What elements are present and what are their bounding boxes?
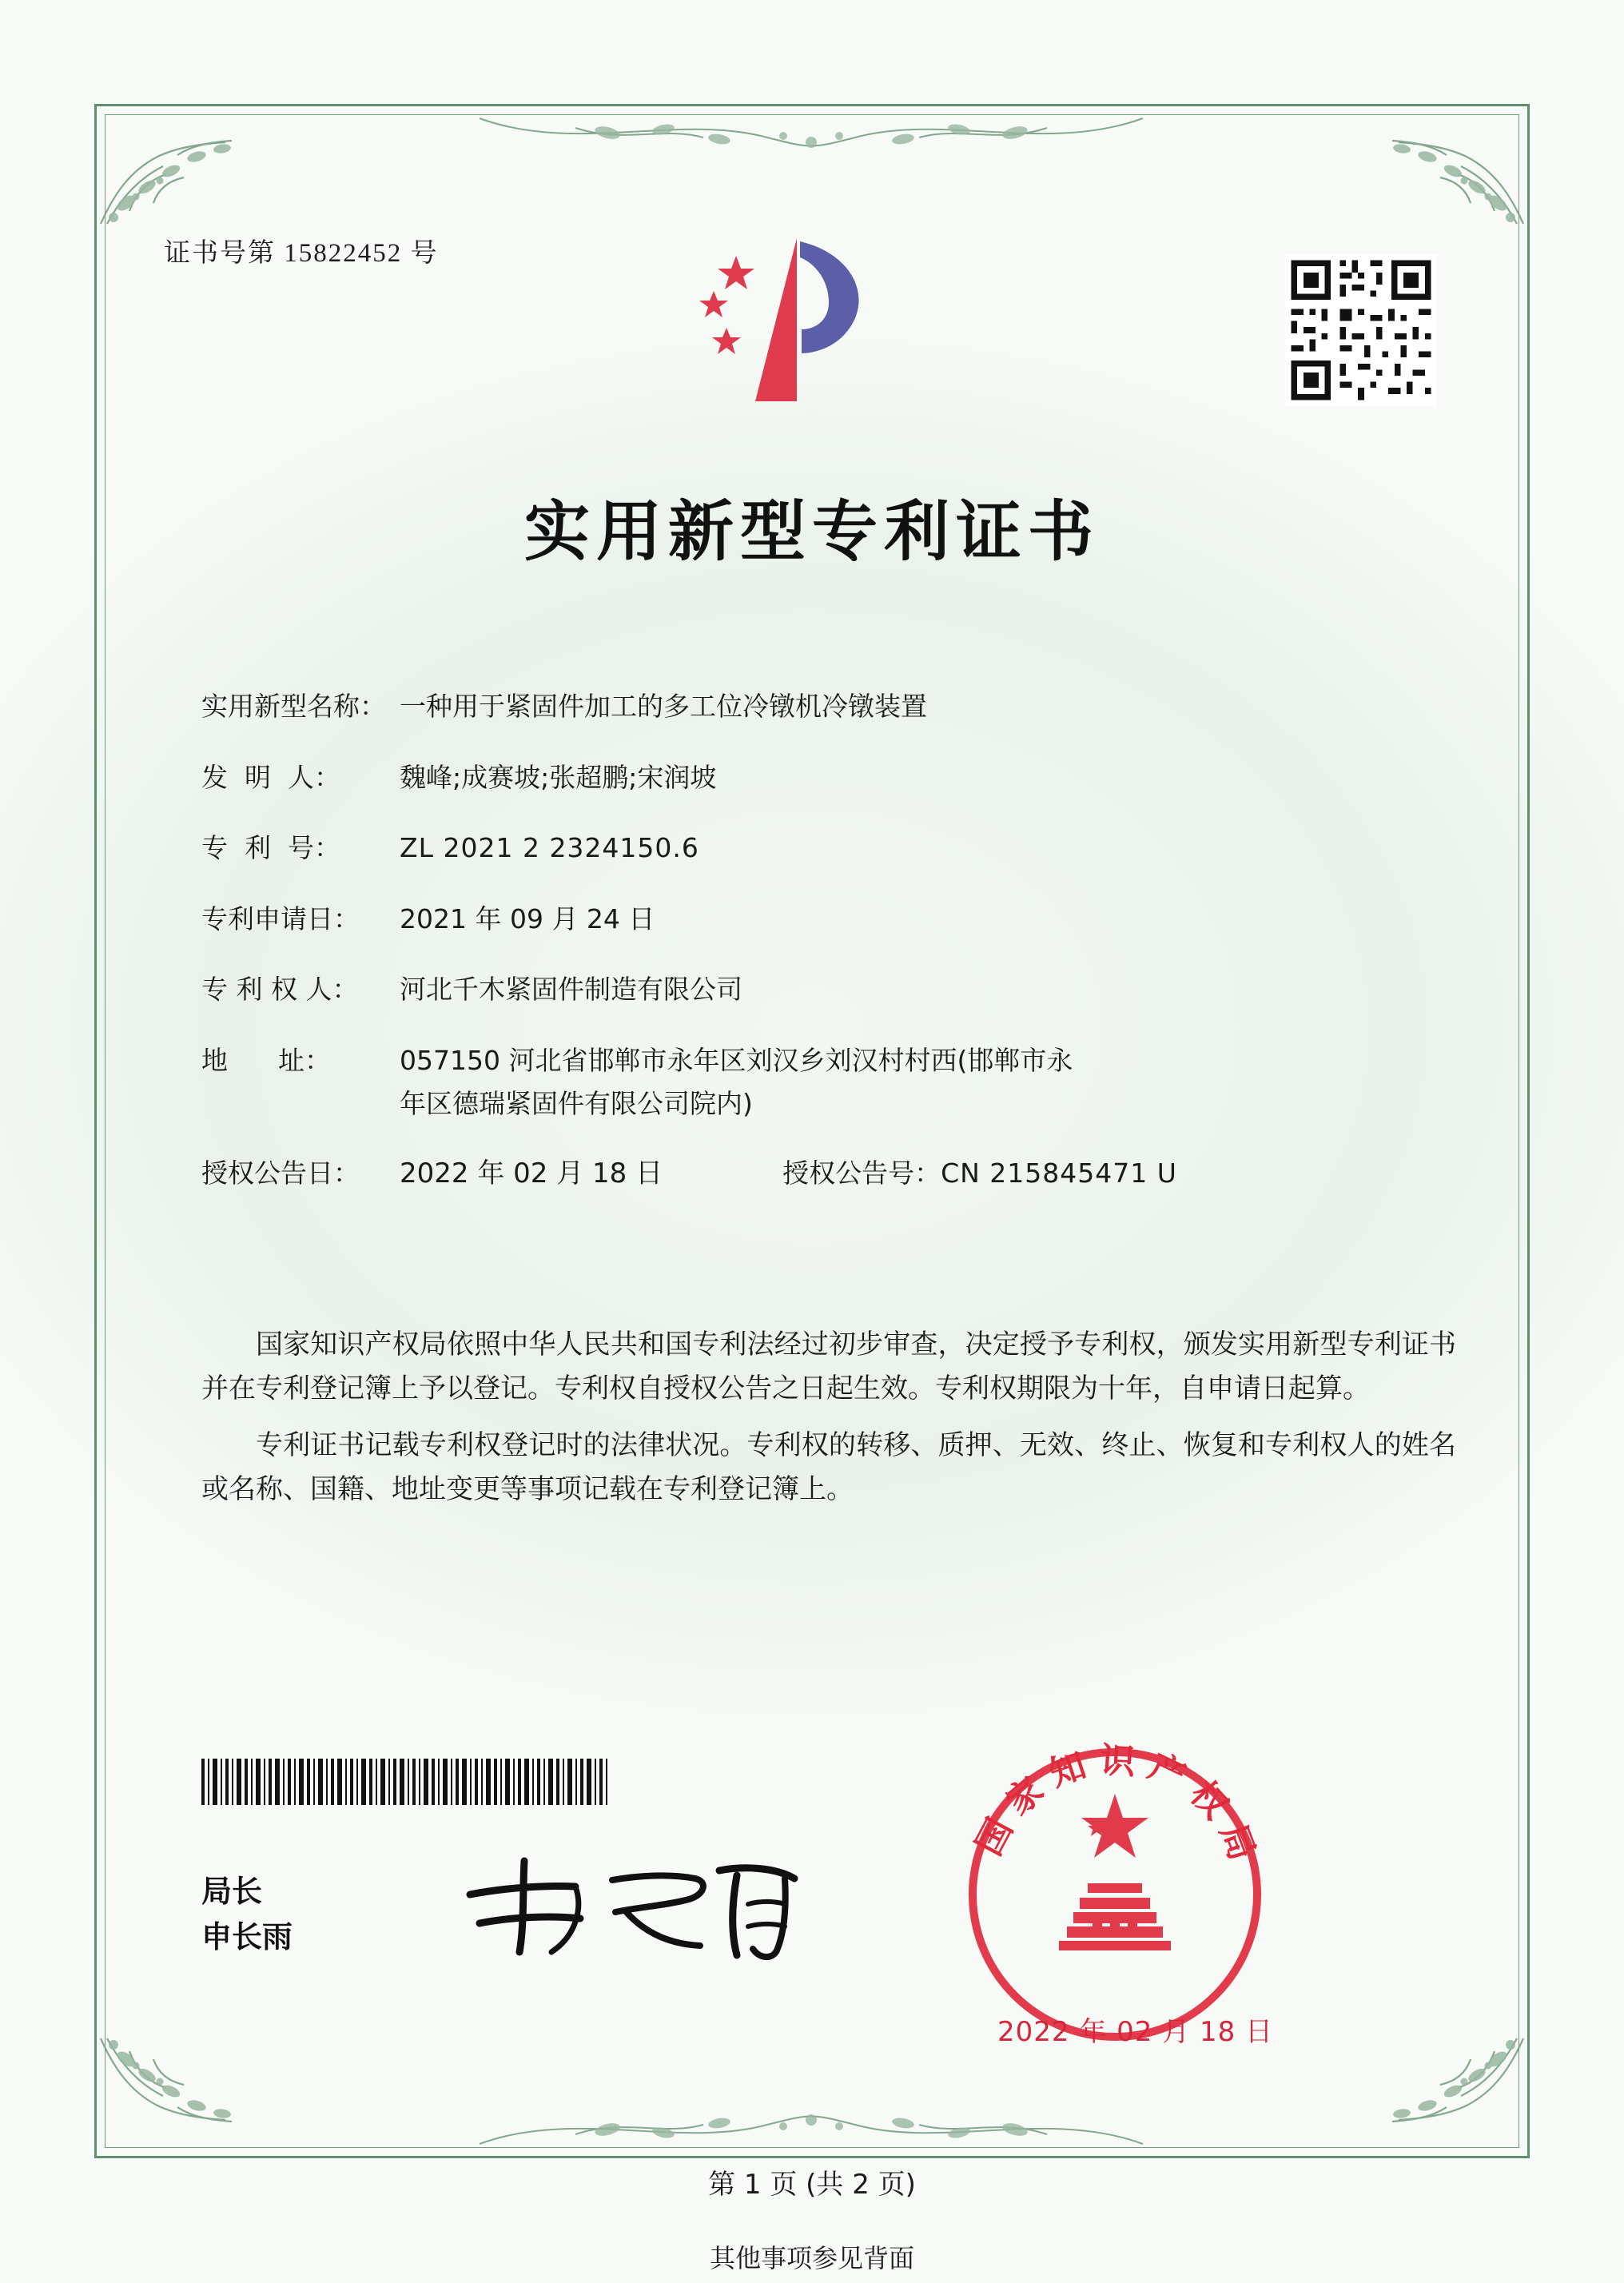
field-row-address — [201, 1043, 1448, 1079]
certificate-number: 证书号第 15822452 号 — [164, 239, 439, 268]
field-value: 魏峰;成赛坡;张超鹏;宋润坡 — [400, 761, 717, 793]
field-label: 专利申请日： — [201, 902, 360, 934]
field-row-patent-number — [201, 831, 1448, 867]
field-label: 专 利 权 人： — [201, 974, 359, 1006]
field-row-grant — [201, 1156, 1448, 1193]
field-value: 057150 河北省邯郸市永年区刘汉乡刘汉村村西(邯郸市永 — [400, 1044, 1073, 1076]
cnipa-logo-icon — [675, 232, 923, 416]
paragraph: 国家知识产权局依照中华人民共和国专利法经过初步审查，决定授予专利权，颁发实用新型专利证书并在专利登记簿上予以登记。专利权自授权公告之日起生效。专利权期限为十年，自申请日起算。 — [201, 1329, 1456, 1405]
field-label: 地 址： — [201, 1044, 331, 1076]
field-label: 专 利 号： — [201, 832, 340, 864]
field-value-grant-number: CN 215845471 U — [941, 1157, 1177, 1189]
field-value: 一种用于紧固件加工的多工位冷镦机冷镦装置 — [400, 691, 927, 722]
corner-ornament-icon — [98, 2035, 265, 2155]
field-label: 发 明 人： — [201, 761, 340, 793]
barcode-icon — [201, 1759, 633, 1805]
field-row-application-date — [201, 902, 1448, 938]
field-label-grant-date: 授权公告日： — [201, 1157, 360, 1189]
footer-note: 其他事项参见背面 — [709, 2243, 914, 2273]
director-title-label: 局长 — [201, 1874, 263, 1909]
field-list — [201, 689, 1448, 1228]
qr-code-icon — [1285, 254, 1437, 406]
field-value-grant-date: 2022 年 02 月 18 日 — [400, 1157, 663, 1190]
legal-text — [201, 1323, 1456, 1524]
field-row-inventors — [201, 760, 1448, 796]
corner-ornament-icon — [1359, 2035, 1526, 2155]
corner-ornament-icon — [98, 107, 265, 227]
page-title: 实用新型专利证书 — [523, 493, 1100, 570]
seal-date: 2022 年 02 月 18 日 — [997, 2016, 1274, 2048]
paragraph: 专利证书记载专利权登记时的法律状况。专利权的转移、质押、无效、终止、恢复和专利权人的姓名或名称、国籍、地址变更等事项记载在专利登记簿上。 — [201, 1429, 1456, 1506]
signature-icon — [456, 1847, 807, 1966]
field-row-patentee — [201, 972, 1448, 1008]
field-value-address-line2: 年区德瑞紧固件有限公司院内) — [400, 1088, 753, 1120]
field-value: 河北千木紧固件制造有限公司 — [400, 974, 742, 1006]
field-label: 实用新型名称： — [201, 691, 386, 722]
field-value: ZL 2021 2 2324150.6 — [400, 832, 699, 864]
svg-text:国家知识产权局: 国家知识产权局 — [968, 1739, 1267, 1877]
field-value: 2021 年 09 月 24 日 — [400, 902, 655, 934]
field-label-grant-number: 授权公告号： — [782, 1157, 941, 1189]
page-number: 第 1 页 (共 2 页) — [708, 2169, 916, 2201]
director-name: 申长雨 — [201, 1919, 293, 1954]
director-block — [201, 1869, 293, 1960]
corner-ornament-icon — [1359, 107, 1526, 227]
bottom-vine-ornament-icon — [480, 2093, 1143, 2157]
field-row-name — [201, 689, 1448, 725]
top-vine-ornament-icon — [480, 106, 1143, 169]
